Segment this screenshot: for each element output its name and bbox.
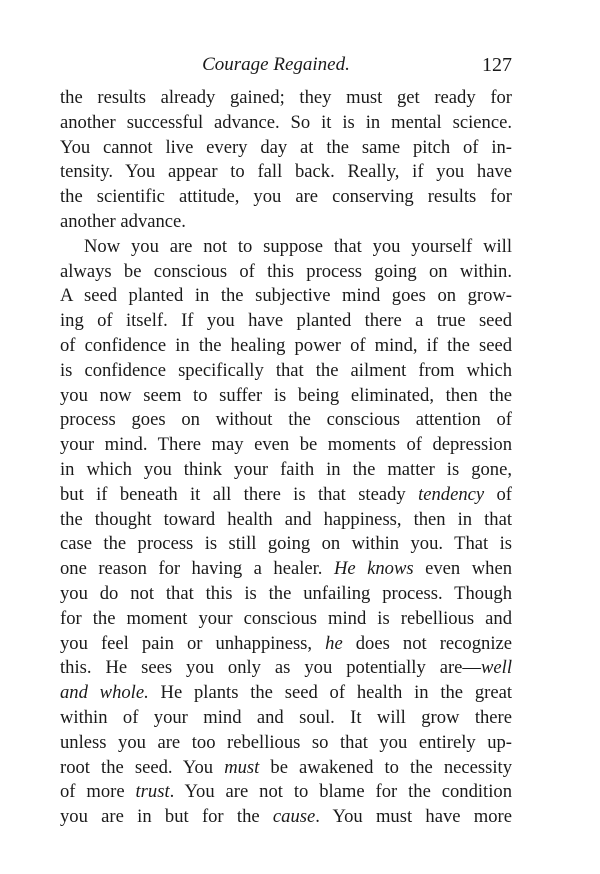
text-line: [60, 780, 512, 805]
text-line: [60, 458, 512, 483]
text-line: [60, 532, 512, 557]
running-title: Courage Regained.: [202, 54, 350, 75]
text-segment: within of your mind and soul. It will grow there: [60, 706, 512, 728]
text-segment: case the process is still going on within you. That is: [60, 533, 512, 555]
text-segment: of confidence in the healing power of mind, if the seed: [60, 334, 512, 356]
text-segment: process goes on without the conscious attention of: [60, 409, 512, 431]
text-segment: one reason for having a healer.: [60, 558, 334, 580]
text-line: [60, 284, 512, 309]
body-text: [60, 86, 512, 830]
text-segment: you do not that this is the unfailing process. Though: [60, 582, 512, 604]
text-segment: does not recognize: [342, 632, 512, 654]
text-line: [60, 433, 512, 458]
italic-text: trust: [135, 781, 170, 803]
text-segment: A seed planted in the subjective mind goes on grow-: [60, 285, 512, 307]
text-segment: root the seed. You: [60, 756, 225, 778]
italic-text: He knows: [333, 558, 414, 580]
text-segment: another advance.: [60, 210, 186, 232]
text-segment: the thought toward health and happiness, then in that: [60, 508, 512, 530]
text-segment: Now you are not to suppose that you yourself will: [84, 235, 512, 257]
text-segment: the results already gained; they must get ready for: [60, 87, 512, 108]
italic-text: he: [325, 632, 343, 654]
italic-text: well: [481, 657, 512, 679]
text-line: [60, 632, 512, 657]
text-segment: you are in but for the: [60, 806, 273, 828]
text-segment: ing of itself. If you have planted there a true seed: [60, 310, 512, 332]
text-line: [60, 557, 512, 582]
text-segment: You cannot live every day at the same pitch of in-: [60, 136, 512, 158]
italic-text: and whole.: [60, 682, 149, 704]
text-segment: even when: [413, 558, 512, 580]
text-segment: of more: [60, 781, 136, 803]
italic-text: must: [224, 756, 260, 778]
text-line: [60, 607, 512, 632]
text-segment: . You must have more: [315, 806, 512, 828]
text-segment: your mind. There may even be moments of depression: [60, 434, 512, 456]
text-segment: you now seem to suffer is being eliminated, then the: [60, 384, 512, 406]
text-segment: He plants the seed of health in the great: [148, 682, 512, 704]
text-line: [60, 408, 512, 433]
text-line: [60, 805, 512, 830]
text-line: [60, 86, 512, 111]
text-segment: . You are not to blame for the condition: [169, 781, 512, 803]
text-line: [60, 384, 512, 409]
text-segment: is confidence specifically that the ailment from which: [60, 359, 512, 381]
text-line: [60, 111, 512, 136]
text-line: [60, 235, 512, 260]
text-line: [60, 185, 512, 210]
text-segment: the scientific attitude, you are conserving results for: [60, 186, 512, 208]
text-line: [60, 582, 512, 607]
text-segment: unless you are too rebellious so that you entirely up-: [60, 731, 512, 753]
text-line: [60, 656, 512, 681]
text-segment: you feel pain or unhappiness,: [60, 632, 326, 654]
text-line: [60, 681, 512, 706]
text-segment: of: [484, 483, 512, 505]
text-segment: but if beneath it all there is that steady: [60, 483, 419, 505]
text-segment: this. He sees you only as you potentially are—: [60, 657, 481, 679]
text-segment: another successful advance. So it is in mental science.: [60, 111, 512, 133]
text-line: [60, 160, 512, 185]
text-line: [60, 483, 512, 508]
text-segment: tensity. You appear to fall back. Really, if you have: [60, 161, 512, 183]
italic-text: cause: [272, 806, 316, 828]
text-line: [60, 334, 512, 359]
text-segment: be awakened to the necessity: [259, 756, 512, 778]
text-segment: always be conscious of this process going on within.: [60, 260, 512, 282]
text-line: [60, 136, 512, 161]
text-line: [60, 359, 512, 384]
text-segment: for the moment your conscious mind is rebellious and: [60, 607, 512, 629]
text-line: [60, 706, 512, 731]
text-line: [60, 309, 512, 334]
text-line: [60, 756, 512, 781]
text-line: [60, 508, 512, 533]
italic-text: tendency: [418, 483, 485, 505]
page-header: [60, 54, 512, 82]
page-number: 127: [482, 54, 512, 76]
text-line: [60, 731, 512, 756]
text-line: [60, 210, 512, 235]
text-line: [60, 260, 512, 285]
text-segment: in which you think your faith in the matter is gone,: [60, 458, 512, 480]
